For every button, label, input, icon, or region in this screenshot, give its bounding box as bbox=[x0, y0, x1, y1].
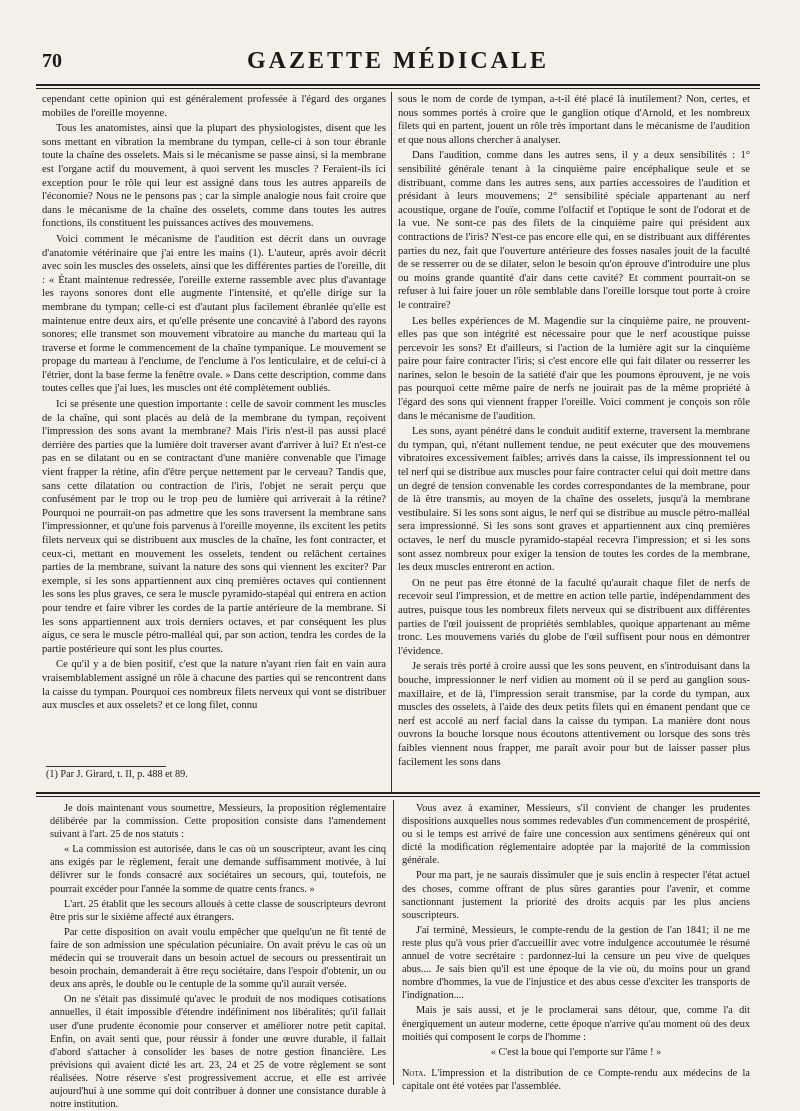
paragraph: Ce qu'il y a de bien positif, c'est que la nature n'ayant rien fait en vain aura vraisemblablement assigné un rôle à chacune des parties qui se rencontrent dans la caisse du tympan. Pourquoi ces nombreux filets nerveux qui vont se distribuer aux muscles et aux osselets? et ce long filet, connu bbox=[42, 659, 386, 712]
nota-label: Nota. bbox=[402, 1067, 426, 1079]
paragraph: sous le nom de corde de tympan, a-t-il été placé là inutilement? Non, certes, et nous sommes portés à croire que le ganglion otique d'Arnold, et les nombreux filets qui en partent, jouent un rôle très important dans le mécanisme de l'audition et que nous allons chercher à analyser. bbox=[398, 94, 750, 146]
column-divider-bottom bbox=[393, 800, 394, 1085]
page-header bbox=[36, 48, 760, 82]
header-rule-thin bbox=[36, 88, 760, 89]
section-separator bbox=[36, 792, 760, 794]
paragraph: Les sons, ayant pénétré dans le conduit auditif externe, traversent la membrane du tympan, qui, n'étant nullement tendue, ne peut exécuter que des mouvemens vibratoires excessivement faibles; arrivés dans la caisse, ils impressionnent tel ou tel nerf qui se distribue aux muscles pour faire contracter celui qui doit mettre dans un degré de tension convenable les cordes correspondantes de la membrane, pour de là être transmis, au moyen de la chaîne des osselets, jusqu'à la membrane vestibulaire. Si les sons sont aigus, le nerf qui se distribue au muscle pétro-malléal sera impressionné. Si les sons sont graves et appartiennent aux cinq premières octaves, le nerf du muscle pyramido-stapéal recevra l'impression; et si les sons sont assez nombreux pour exiger la tension de toutes les cordes de la membrane, les deux muscles entreront en action. bbox=[398, 426, 750, 574]
paragraph: cependant cette opinion qui est généralement professée à l'égard des organes mobiles de l'oreille moyenne. bbox=[42, 94, 386, 119]
paragraph: Dans l'audition, comme dans les autres sens, il y a deux sensibilités : 1° sensibilité générale tenant à la cinquième paire encéphalique seule et se distribuant, comme dans les autres sens, aux parties accessoires de l'audition et présidant à leurs mouvemens; 2° sensibilité spéciale appartenant au nerf acoustique, organe de l'ouïe, comme l'olfactif et l'optique le sont de l'odorat et de la vue. Ne sont-ce pas des filets de la cinquième paire qui président aux contractions de l'iris? N'est-ce pas encore elle qui, en se distribuant aux différentes parties du nez, fait que l'ouverture antérieure des fosses nasales jouit de la faculté de se resserrer ou de se dilater, selon le besoin qu'on éprouve d'introduire une plus ou moins grande quantité d'air dans cette cavité? Et comment pourrait-on se refuser à lui faire jouer un rôle semblable dans l'oreille lorsque tout porte à croire le contraire? bbox=[398, 150, 750, 311]
nota-note bbox=[402, 1067, 750, 1093]
top-right-column bbox=[398, 93, 750, 783]
masthead-title: GAZETTE MÉDICALE bbox=[246, 48, 550, 74]
quotation: « C'est la boue qui l'emporte sur l'âme ! » bbox=[490, 1046, 662, 1058]
section-separator-thin bbox=[36, 796, 760, 797]
nota-text: L'impression et la distribution de ce Compte-rendu aux médecins de la capitale ont été votées par l'assemblée. bbox=[402, 1067, 750, 1092]
footnote-rule bbox=[46, 766, 166, 767]
paragraph: Par cette disposition on avait voulu empêcher que quelqu'un ne fît tenté de faire de son admission une spéculation pécuniaire. On avait prévu le cas où un médecin qui se trouverait dans un besoin actuel de secours ou pressentirait un besoin prochain, demanderait à être reçu sociétaire, dans l'espoir d'obtenir, un ou deux ans après, le double ou le centuple de la somme qu'il aurait versée. bbox=[50, 926, 386, 991]
paragraph: Tous les anatomistes, ainsi que la plupart des physiologistes, disent que les sons mettant en vibration la membrane du tympan, celle-ci à son tour ébranle toute la chaîne des osselets. Mais si le mécanisme se passe ainsi, si la membrane est l'organe actif du mouvement, à quoi servent les muscles ? Feraient-ils ici exception pour le rôle qui leur est assigné dans tous les autres appareils de l'économie? Nous ne le pensons pas ; car la simple analogie nous fait croire que dans le mécanisme de la chaîne des osselets, comme dans toutes les autres fonctions, ils constituent les puissances actives des mouvemens. bbox=[42, 123, 386, 230]
paragraph: L'art. 25 établit que les secours alloués à cette classe de souscripteurs devront être pris sur le sixième affecté aux étrangers. bbox=[50, 898, 386, 923]
top-left-column bbox=[42, 93, 386, 763]
paragraph: Voici comment le mécanisme de l'audition est décrit dans un ouvrage d'anatomie vétérinaire que j'ai entre les mains (1). L'auteur, après avoir décrit avec soin les muscles des osselets, ainsi que les différentes parties de l'oreille, dit : « Étant maintenue redressée, l'oreille externe rassemble avec plus d'avantage les rayons sonores dont elle augmente l'intensité, et qu'elle dirige sur la membrane du tympan; celle-ci est d'autant plus facilement ébranlée qu'elle est maintenue entre deux airs, et qu'elle présente une concavité à l'abord des rayons sonores; elle transmet son mouvement vibratoire au manche du marteau qui la traverse et forme le commencement de la chaîne tympanique. Le mouvement se propage du marteau à l'enclume, de l'enclume à l'os lenticulaire, et de celui-ci à l'étrier, dont la base ferme la fenêtre ovale. » Dans cette description, comme dans toutes celles que j'ai lues, les muscles ont été complètement oubliés. bbox=[42, 233, 386, 395]
paragraph: Vous avez à examiner, Messieurs, s'il convient de changer les prudentes dispositions auxquelles nous sommes redevables d'un commencement de prospérité, ou si le temps est arrivé de faire une concession aux sentimens généreux qui ont dicté la modification réglementaire adoptée par la majorité de la commission générale. bbox=[402, 803, 750, 867]
paragraph: Les belles expériences de M. Magendie sur la cinquième paire, ne prouvent-elles pas que son intégrité est nécessaire pour que le nerf acoustique puisse percevoir les sons? Et d'ailleurs, si l'action de la lumière agit sur la cinquième paire pour faire contracter l'iris; si c'est encore elle qui fait dilater ou resserrer les narines, selon le besoin de la satiété d'air que les poumons éprouvent, je ne vois pas pourquoi cette même paire de nerfs ne jouirait pas de la même propriété à l'égard des sons qui viennent frapper l'oreille. Voici comment je conçois son rôle dans le mécanisme de l'audition. bbox=[398, 315, 750, 422]
paragraph: Je dois maintenant vous soumettre, Messieurs, la proposition réglementaire délibérée par la commission. Cette proposition consiste dans l'amendement suivant à l'art. 25 de nos statuts : bbox=[50, 803, 386, 841]
paragraph: J'ai terminé, Messieurs, le compte-rendu de la gestion de l'an 1841; il ne me reste plus qu'à vous prier d'accueillir avec votre indulgence accoutumée le résumé annuel de votre secrétaire : pardonnez-lui la censure un peu vive de quelques abus.... Je sais bien qu'il est une époque de la vie où, du moins pour un grand nombre d'hommes, la vue de l'injustice et des abus cesse d'exciter les transports de l'indignation.... bbox=[402, 924, 750, 1002]
paragraph: Mais je sais aussi, et je le proclamerai sans détour, que, comme l'a dit énergiquement un auteur moderne, cette époque n'arrive qu'au moment où des deux moitiés qui composent le corps de l'homme : bbox=[402, 1005, 750, 1043]
column-divider bbox=[391, 92, 392, 792]
footnote: (1) Par J. Girard, t. II, p. 488 et 89. bbox=[46, 769, 188, 780]
bottom-right-column bbox=[402, 802, 750, 1092]
page-number: 70 bbox=[42, 50, 62, 72]
paragraph: Je serais très porté à croire aussi que les sons peuvent, en s'introduisant dans la bouche, impressionner le nerf vidien au moment où il se perd au ganglion sous-maxillaire, et de là, l'impression serait transmise, par la corde du tympan, aux muscles des osselets, à l'aide des deux petits filets qui en émanent pendant que ce nerf est accolé au nerf facial dans la caisse du tympan. La manière dont nous ouvrons la bouche lorsque nous écoutons attentivement ou lorsque des sons très faibles viennent nous frapper, me paraît avoir pour but de laisser passer plus facilement les sons dans bbox=[398, 661, 750, 768]
bottom-left-column bbox=[50, 802, 386, 1111]
paragraph: Pour ma part, je ne saurais dissimuler que je suis enclin à respecter l'état actuel des choses, comme offrant de plus sûres garanties pour l'avenir, et comme sanctionnant justement la priorité des droits acquis par les plus anciens souscripteurs. bbox=[402, 870, 750, 921]
paragraph: On ne peut pas être étonné de la faculté qu'aurait chaque filet de nerfs de recevoir seul l'impression, et de mettre en action telle partie, indépendamment des autres, puisque tous les nombreux filets nerveux qui se distribuent aux différentes parties de l'œil jouissent de propriétés semblables, quoique appartenant au même tronc. Les mouvemens variés du globe de l'œil suffisent pour nous en démontrer l'évidence. bbox=[398, 577, 750, 657]
paragraph: Ici se présente une question importante : celle de savoir comment les muscles de la chaîne, qui sont placés au delà de la membrane du tympan, reçoivent l'impression des sons avant la membrane? Mais l'iris n'est-il pas aussi placé derrière des parties que la lumière doit traverser avant d'arriver à lui? Et n'est-ce pas en se dilatant ou en se contractant d'une manière convenable que l'image vient frapper la rétine, afin d'être perçue nettement par le cerveau? Tandis que, sans cette dilatation ou contraction de l'iris, l'objet ne serait perçu que confusément par le trop ou le trop peu de lumière qui arriverait à la rétine? Pourquoi ne pourrait-on pas admettre que les sons traversent la membrane sans l'impressionner, et qu'une fois parvenus à l'oreille moyenne, ils excitent les petits filets nerveux qui se distribuent aux muscles de la chaîne, les font contracter, et ceux-ci, mettant en mouvement les osselets, tendent ou relâchent certaines parties de la membrane, suivant la nature des sons qui viennent les exciter? Par exemple, si les sons appartiennent aux cinq premières octaves qui contiennent les sons les plus graves, ce sera le muscle pyramido-stapéal qui entrera en action pour tendre et faire vibrer les cordes de la partie antérieure de la membrane. Si les sons appartiennent aux trois derniers octaves, et par conséquent les plus aigus, ce sera le muscle pétro-malléal qui, par son action, tendra les cordes de la partie postérieure qui sont les plus courtes. bbox=[42, 399, 386, 655]
paragraph: On ne s'était pas dissimulé qu'avec le produit de nos modiques cotisations annuelles, il était impossible d'étendre indéfiniment nos libéralités; qu'il fallait user d'une prudente économie pour conserver et améliorer notre petit capital. Enfin, on avait senti que, pour réussir à fonder une œuvre durable, il fallait d'abord s'attacher à consolider les bases de notre gestion financière. Les prévisions qui avaient dicté les art. 23, 24 et 25 de votre règlement se sont réalisées. Notre réserve s'est progressivement accrue, et elle est arrivée aujourd'hui à une somme qui doit contribuer à donner une consistance durable à notre institution. bbox=[50, 994, 386, 1111]
paragraph: « La commission est autorisée, dans le cas où un souscripteur, avant les cinq ans exigés par le règlement, ferait une demande suffisamment motivée, à lui délivrer sur le fonds consacré aux sociétaires un secours, qui, toutefois, ne pourrait excéder pour l'année la somme de quatre cents francs. » bbox=[50, 844, 386, 895]
header-rule bbox=[36, 84, 760, 86]
